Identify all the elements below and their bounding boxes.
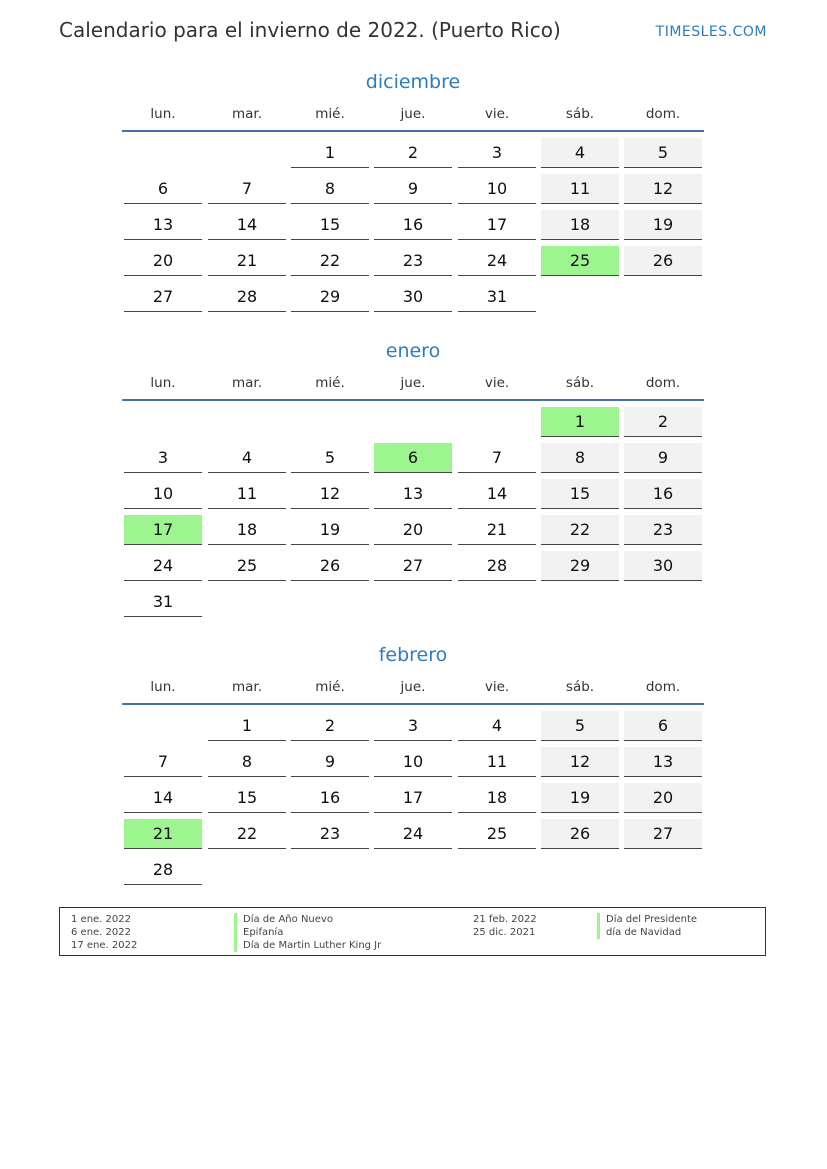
- day-cell: 19: [541, 783, 619, 813]
- month-enero: [122, 337, 704, 611]
- day-cell: 18: [458, 783, 536, 813]
- legend-holiday-name: Epifanía: [234, 926, 381, 939]
- day-cell: 5: [291, 443, 369, 473]
- month-title: enero: [385, 340, 441, 362]
- weekday-label: mar.: [231, 679, 263, 695]
- holiday-day-cell: 21: [124, 819, 202, 849]
- day-cell: 3: [124, 443, 202, 473]
- weekday-label: mié.: [315, 106, 345, 122]
- day-cell: 2: [291, 711, 369, 741]
- day-cell: 4: [208, 443, 286, 473]
- weekday-label: vie.: [484, 375, 510, 391]
- page-title: Calendario para el invierno de 2022. (Puerto Rico): [59, 18, 561, 42]
- weekday-header: [122, 102, 704, 132]
- day-cell: 21: [458, 515, 536, 545]
- day-cell: 12: [291, 479, 369, 509]
- day-cell: 9: [374, 174, 452, 204]
- day-cell: 24: [124, 551, 202, 581]
- weekday-label: dom.: [645, 679, 681, 695]
- weekday-label: vie.: [484, 106, 510, 122]
- legend-holiday-name: Día de Año Nuevo: [234, 913, 381, 926]
- weekday-label: sáb.: [565, 375, 595, 391]
- weekday-label: mié.: [315, 679, 345, 695]
- month-diciembre: [122, 68, 704, 306]
- day-cell: 16: [624, 479, 702, 509]
- day-cell: 27: [124, 282, 202, 312]
- legend-dates-right: [473, 913, 537, 939]
- day-cell: 23: [291, 819, 369, 849]
- day-cell: 13: [624, 747, 702, 777]
- weekday-label: sáb.: [565, 679, 595, 695]
- day-cell: 13: [374, 479, 452, 509]
- legend-names-left: [234, 913, 381, 952]
- day-cell: 17: [458, 210, 536, 240]
- month-title: diciembre: [365, 71, 461, 93]
- day-cell: 22: [291, 246, 369, 276]
- day-cell: 31: [458, 282, 536, 312]
- day-cell: 5: [541, 711, 619, 741]
- day-cell: 31: [124, 587, 202, 617]
- day-cell: 14: [124, 783, 202, 813]
- day-cell: 9: [624, 443, 702, 473]
- day-cell: 12: [624, 174, 702, 204]
- day-cell: 12: [541, 747, 619, 777]
- legend-names-right: [597, 913, 697, 939]
- weekday-label: jue.: [400, 106, 426, 122]
- day-cell: 22: [541, 515, 619, 545]
- day-cell: 21: [208, 246, 286, 276]
- day-cell: 19: [624, 210, 702, 240]
- day-cell: 28: [458, 551, 536, 581]
- day-cell: 7: [208, 174, 286, 204]
- day-cell: 24: [374, 819, 452, 849]
- day-cell: 25: [208, 551, 286, 581]
- day-cell: 4: [541, 138, 619, 168]
- legend-holiday-name: Día de Martin Luther King Jr: [234, 939, 381, 952]
- weekday-label: vie.: [484, 679, 510, 695]
- day-cell: 30: [624, 551, 702, 581]
- day-cell: 25: [458, 819, 536, 849]
- holiday-legend: [59, 907, 766, 956]
- legend-date: 25 dic. 2021: [473, 927, 536, 938]
- day-cell: 19: [291, 515, 369, 545]
- day-cell: 24: [458, 246, 536, 276]
- weekday-label: lun.: [150, 679, 176, 695]
- month-febrero: [122, 641, 704, 879]
- day-cell: 6: [624, 711, 702, 741]
- day-cell: 11: [208, 479, 286, 509]
- day-cell: 30: [374, 282, 452, 312]
- day-cell: 20: [624, 783, 702, 813]
- day-cell: 28: [208, 282, 286, 312]
- day-cell: 8: [208, 747, 286, 777]
- day-cell: 7: [458, 443, 536, 473]
- day-cell: 6: [124, 174, 202, 204]
- day-cell: 16: [374, 210, 452, 240]
- day-cell: 1: [291, 138, 369, 168]
- weekday-label: lun.: [150, 106, 176, 122]
- day-cell: 18: [541, 210, 619, 240]
- weekday-label: mar.: [231, 375, 263, 391]
- day-cell: 13: [124, 210, 202, 240]
- weekday-label: jue.: [400, 375, 426, 391]
- day-cell: 23: [624, 515, 702, 545]
- day-cell: 8: [291, 174, 369, 204]
- holiday-day-cell: 6: [374, 443, 452, 473]
- weekday-header: [122, 371, 704, 401]
- day-cell: 14: [458, 479, 536, 509]
- legend-date: 17 ene. 2022: [71, 940, 138, 951]
- holiday-day-cell: 25: [541, 246, 619, 276]
- holiday-day-cell: 1: [541, 407, 619, 437]
- day-cell: 15: [208, 783, 286, 813]
- day-cell: 18: [208, 515, 286, 545]
- day-cell: 10: [374, 747, 452, 777]
- month-title: febrero: [378, 644, 448, 666]
- day-cell: 17: [374, 783, 452, 813]
- day-cell: 23: [374, 246, 452, 276]
- legend-date: 6 ene. 2022: [71, 927, 131, 938]
- day-cell: 3: [458, 138, 536, 168]
- day-cell: 15: [291, 210, 369, 240]
- legend-holiday-name: día de Navidad: [597, 926, 697, 939]
- day-cell: 20: [374, 515, 452, 545]
- day-cell: 11: [541, 174, 619, 204]
- legend-date: 21 feb. 2022: [473, 914, 537, 925]
- day-cell: 22: [208, 819, 286, 849]
- weekday-label: lun.: [150, 375, 176, 391]
- day-cell: 20: [124, 246, 202, 276]
- day-cell: 27: [374, 551, 452, 581]
- day-cell: 26: [541, 819, 619, 849]
- weekday-header: [122, 675, 704, 705]
- day-cell: 27: [624, 819, 702, 849]
- day-cell: 3: [374, 711, 452, 741]
- brand-link[interactable]: TIMESLES.COM: [655, 24, 767, 40]
- day-cell: 2: [374, 138, 452, 168]
- weekday-label: sáb.: [565, 106, 595, 122]
- day-cell: 10: [458, 174, 536, 204]
- weekday-label: jue.: [400, 679, 426, 695]
- day-cell: 10: [124, 479, 202, 509]
- day-cell: 1: [208, 711, 286, 741]
- weekday-label: dom.: [645, 375, 681, 391]
- day-cell: 11: [458, 747, 536, 777]
- day-cell: 26: [624, 246, 702, 276]
- weekday-label: mié.: [315, 375, 345, 391]
- day-cell: 14: [208, 210, 286, 240]
- day-cell: 9: [291, 747, 369, 777]
- day-cell: 29: [541, 551, 619, 581]
- weekday-label: dom.: [645, 106, 681, 122]
- legend-date: 1 ene. 2022: [71, 914, 131, 925]
- day-cell: 2: [624, 407, 702, 437]
- day-cell: 28: [124, 855, 202, 885]
- weekday-label: mar.: [231, 106, 263, 122]
- day-cell: 26: [291, 551, 369, 581]
- day-cell: 16: [291, 783, 369, 813]
- legend-dates-left: [71, 913, 137, 952]
- day-cell: 4: [458, 711, 536, 741]
- legend-holiday-name: Día del Presidente: [597, 913, 697, 926]
- day-cell: 8: [541, 443, 619, 473]
- holiday-day-cell: 17: [124, 515, 202, 545]
- day-cell: 15: [541, 479, 619, 509]
- day-cell: 5: [624, 138, 702, 168]
- day-cell: 7: [124, 747, 202, 777]
- day-cell: 29: [291, 282, 369, 312]
